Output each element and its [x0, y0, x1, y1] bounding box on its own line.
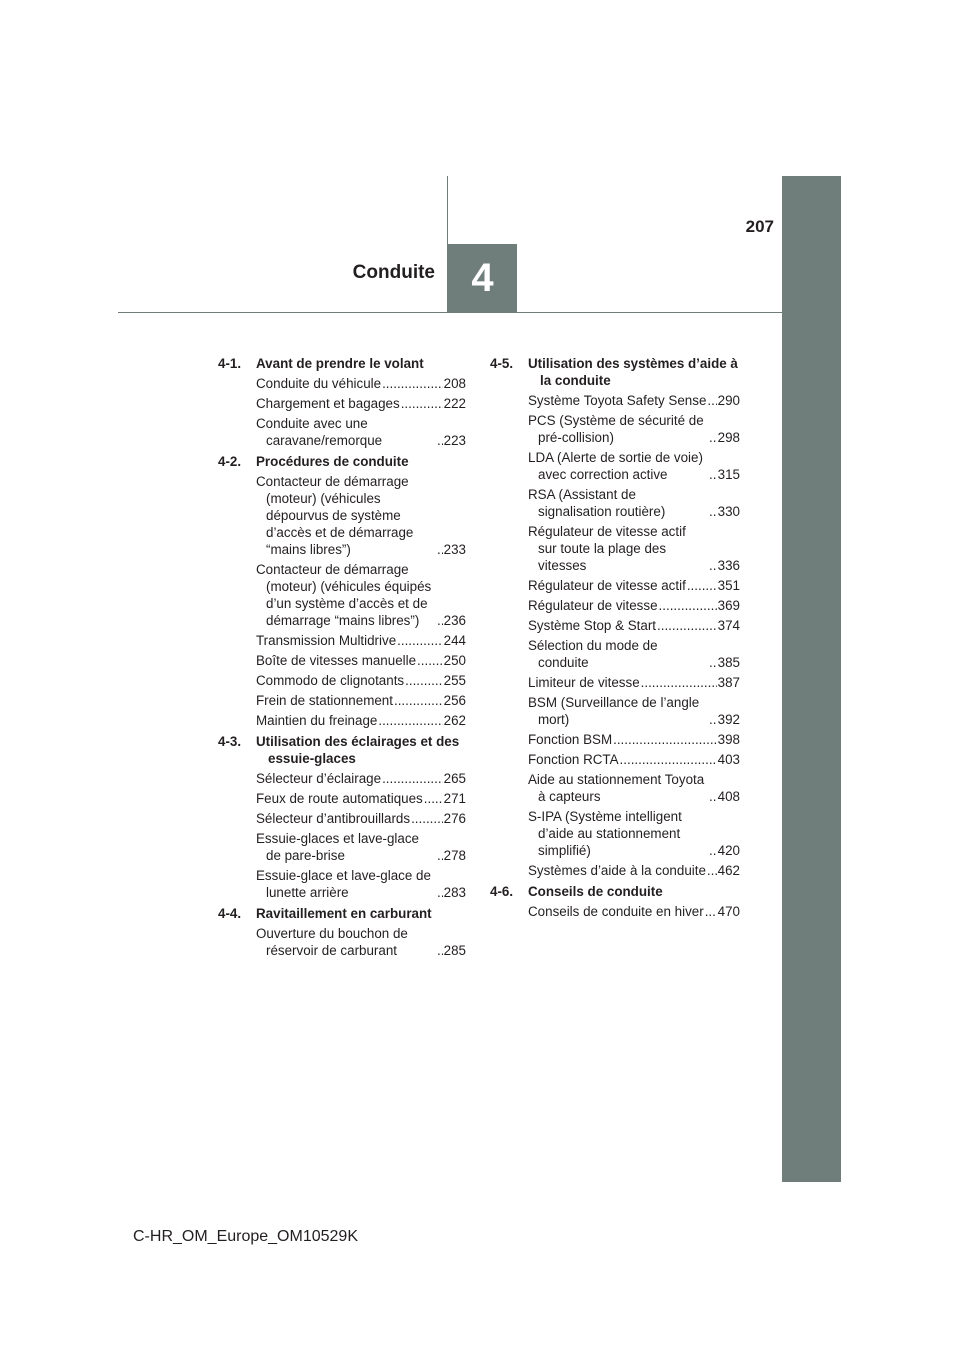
entry-title: Ouverture du bouchon de réservoir de carburant: [256, 926, 408, 958]
entry-title: Conduite avec une caravane/remorque: [256, 416, 383, 448]
section-number: 4-5.: [490, 356, 514, 371]
entry-title: Fonction BSM: [528, 732, 613, 747]
entry-page-number: 392: [717, 712, 740, 727]
toc-section-heading[interactable]: [218, 453, 466, 470]
entry-page-number: 420: [717, 843, 740, 858]
entry-page-number: 244: [443, 633, 466, 648]
dot-leader: [382, 770, 443, 787]
entry-page-number: 276: [443, 811, 466, 826]
entry-page-number: 255: [443, 673, 466, 688]
dot-leader: [405, 672, 443, 689]
chapter-side-tab: [782, 176, 841, 1182]
toc-entry[interactable]: [528, 862, 740, 879]
toc-entry[interactable]: [256, 632, 466, 649]
section-title: Conseils de conduite: [528, 884, 663, 899]
entry-page-number: 315: [717, 467, 740, 482]
toc-section-heading[interactable]: [218, 733, 466, 767]
toc-entry[interactable]: [256, 925, 466, 959]
toc-entry[interactable]: [528, 486, 740, 520]
toc-entry[interactable]: [528, 412, 740, 446]
entry-page-number: 336: [717, 558, 740, 573]
dot-leader: [707, 862, 717, 879]
dot-leader: [613, 731, 717, 748]
entry-page-number: 290: [717, 393, 740, 408]
entry-page-number: 398: [717, 732, 740, 747]
entry-title: Sélection du mode de conduite: [528, 638, 658, 670]
entry-page-number: 298: [717, 430, 740, 445]
entry-title: Conseils de conduite en hiver: [528, 904, 704, 919]
dot-leader: [437, 942, 443, 959]
entry-title: LDA (Alerte de sortie de voie) avec correction active: [528, 450, 703, 482]
entry-title: Sélecteur d’antibrouillards: [256, 811, 411, 826]
entry-title: Maintien du freinage: [256, 713, 378, 728]
section-number: 4-4.: [218, 906, 242, 921]
entry-page-number: 278: [443, 848, 466, 863]
dot-leader: [411, 810, 443, 827]
section-title: Utilisation des systèmes d’aide à la conduite: [528, 356, 738, 388]
toc-entry[interactable]: [256, 672, 466, 689]
entry-page-number: 236: [443, 613, 466, 628]
entry-page-number: 462: [717, 863, 740, 878]
dot-leader: [417, 652, 443, 669]
section-title: Procédures de conduite: [256, 454, 409, 469]
entry-title: PCS (Système de sécurité de pré-collision): [528, 413, 704, 445]
entry-title: Aide au stationnement Toyota à capteurs: [528, 772, 705, 804]
dot-leader: [709, 711, 717, 728]
toc-entry[interactable]: [256, 692, 466, 709]
dot-leader: [687, 577, 717, 594]
dot-leader: [401, 395, 443, 412]
entry-title: Limiteur de vitesse: [528, 675, 640, 690]
section-number: 4-2.: [218, 454, 242, 469]
entry-title: Système Stop & Start: [528, 618, 657, 633]
section-title: Avant de prendre le volant: [256, 356, 424, 371]
dot-leader: [709, 503, 717, 520]
entry-page-number: 369: [717, 598, 740, 613]
toc-section-heading[interactable]: [218, 355, 466, 372]
entry-page-number: 256: [443, 693, 466, 708]
entry-page-number: 330: [717, 504, 740, 519]
toc-entry[interactable]: [256, 790, 466, 807]
entry-title: Régulateur de vitesse actif: [528, 578, 686, 593]
section-number: 4-6.: [490, 884, 514, 899]
chapter-title: Conduite: [352, 262, 435, 283]
entry-title: Système Toyota Safety Sense: [528, 393, 707, 408]
toc-entry[interactable]: [256, 415, 466, 449]
dot-leader: [397, 632, 443, 649]
entry-title: Conduite du véhicule: [256, 376, 382, 391]
entry-title: Fonction RCTA: [528, 752, 619, 767]
dot-leader: [709, 429, 717, 446]
section-title: Utilisation des éclairages et des essuie-glaces: [256, 734, 460, 766]
entry-page-number: 408: [717, 789, 740, 804]
entry-page-number: 374: [717, 618, 740, 633]
dot-leader: [437, 432, 443, 449]
dot-leader: [659, 597, 717, 614]
section-number: 4-3.: [218, 734, 242, 749]
dot-leader: [707, 392, 716, 409]
entry-title: Contacteur de démarrage (moteur) (véhicules dépourvus de système d’accès et de démarrage “mains libres”): [256, 474, 414, 557]
entry-page-number: 233: [443, 542, 466, 557]
toc-entry[interactable]: [528, 674, 740, 691]
toc-entry[interactable]: [528, 597, 740, 614]
toc-right-column: [490, 355, 740, 920]
entry-page-number: 223: [443, 433, 466, 448]
dot-leader: [424, 790, 443, 807]
toc-entry[interactable]: [256, 473, 466, 558]
toc-entry[interactable]: [528, 392, 740, 409]
entry-title: Systèmes d’aide à la conduite: [528, 863, 706, 878]
section-number: 4-1.: [218, 356, 242, 371]
toc-section-heading[interactable]: [490, 355, 740, 389]
toc-entry[interactable]: [528, 808, 740, 859]
entry-title: Essuie-glace et lave-glace de lunette arrière: [256, 868, 431, 900]
entry-title: RSA (Assistant de signalisation routière): [528, 487, 666, 519]
toc-entry[interactable]: [256, 830, 466, 864]
entry-page-number: 403: [717, 752, 740, 767]
entry-title: Essuie-glaces et lave-glace de pare-brise: [256, 831, 420, 863]
toc-entry[interactable]: [256, 395, 466, 412]
entry-page-number: 250: [443, 653, 466, 668]
dot-leader: [437, 884, 443, 901]
toc-left-column: [218, 355, 466, 959]
entry-page-number: 262: [443, 713, 466, 728]
toc-entry[interactable]: [256, 867, 466, 901]
toc-entry[interactable]: [528, 694, 740, 728]
entry-page-number: 283: [443, 885, 466, 900]
toc-entry[interactable]: [256, 770, 466, 787]
entry-title: Feux de route automatiques: [256, 791, 423, 806]
page-number: 207: [745, 217, 774, 236]
dot-leader: [437, 612, 443, 629]
entry-title: Chargement et bagages: [256, 396, 400, 411]
entry-title: Commodo de clignotants: [256, 673, 405, 688]
entry-title: Sélecteur d’éclairage: [256, 771, 382, 786]
dot-leader: [378, 712, 442, 729]
toc-entry[interactable]: [528, 903, 740, 920]
entry-title: S-IPA (Système intelligent d’aide au stationnement simplifié): [528, 809, 682, 858]
toc-entry[interactable]: [528, 751, 740, 768]
entry-title: Contacteur de démarrage (moteur) (véhicules équipés d’un système d’accès et de démarrage “mains libres”): [256, 562, 432, 628]
entry-page-number: 265: [443, 771, 466, 786]
dot-leader: [657, 617, 717, 634]
entry-page-number: 285: [443, 943, 466, 958]
toc-entry[interactable]: [528, 577, 740, 594]
dot-leader: [382, 375, 443, 392]
toc-section-heading[interactable]: [490, 883, 740, 900]
dot-leader: [705, 903, 717, 920]
toc-entry[interactable]: [256, 712, 466, 729]
entry-title: Régulateur de vitesse: [528, 598, 658, 613]
dot-leader: [437, 541, 443, 558]
toc-entry[interactable]: [256, 652, 466, 669]
entry-page-number: 208: [443, 376, 466, 391]
toc-entry[interactable]: [528, 731, 740, 748]
toc-entry[interactable]: [528, 523, 740, 574]
entry-page-number: 387: [717, 675, 740, 690]
entry-title: BSM (Surveillance de l’angle mort): [528, 695, 700, 727]
toc-entry[interactable]: [528, 617, 740, 634]
toc-entry[interactable]: [528, 637, 740, 671]
dot-leader: [709, 842, 717, 859]
dot-leader: [709, 557, 717, 574]
toc-entry[interactable]: [528, 771, 740, 805]
dot-leader: [437, 847, 443, 864]
chapter-number-box: 4: [448, 244, 517, 313]
section-title: Ravitaillement en carburant: [256, 906, 432, 921]
entry-title: Boîte de vitesses manuelle: [256, 653, 417, 668]
toc-entry[interactable]: [256, 810, 466, 827]
entry-title: Régulateur de vitesse actif sur toute la plage des vitesses: [528, 524, 686, 573]
entry-page-number: 271: [443, 791, 466, 806]
dot-leader: [709, 654, 717, 671]
dot-leader: [709, 466, 717, 483]
dot-leader: [620, 751, 717, 768]
entry-title: Transmission Multidrive: [256, 633, 397, 648]
entry-page-number: 385: [717, 655, 740, 670]
dot-leader: [394, 692, 443, 709]
entry-page-number: 222: [443, 396, 466, 411]
toc-entry[interactable]: [528, 449, 740, 483]
toc-entry[interactable]: [256, 561, 466, 629]
toc-section-heading[interactable]: [218, 905, 466, 922]
entry-page-number: 351: [717, 578, 740, 593]
dot-leader: [709, 788, 717, 805]
entry-title: Frein de stationnement: [256, 693, 393, 708]
footer-document-code: C-HR_OM_Europe_OM10529K: [133, 1228, 358, 1245]
dot-leader: [641, 674, 717, 691]
toc-entry[interactable]: [256, 375, 466, 392]
entry-page-number: 470: [717, 904, 740, 919]
